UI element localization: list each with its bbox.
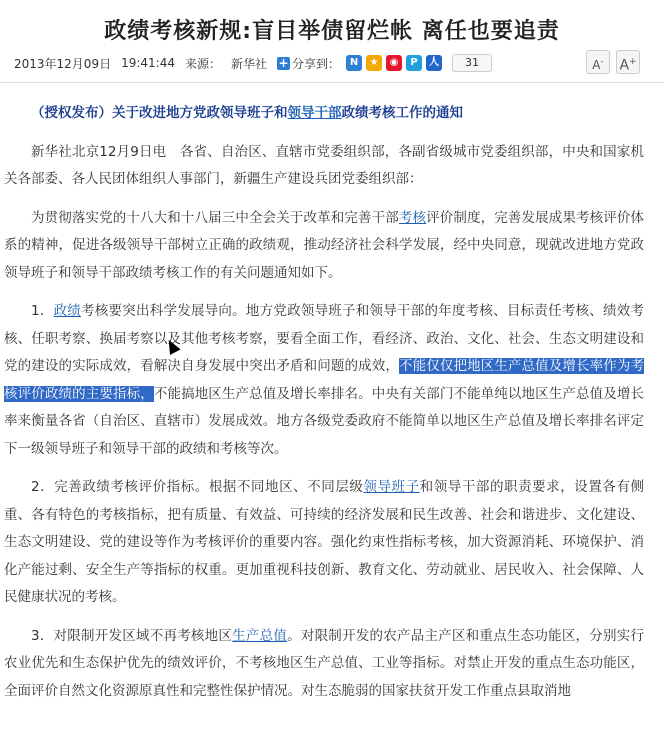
article-body xyxy=(4,100,644,705)
publish-date: 2013年12月09日 xyxy=(14,56,112,71)
publish-time: 19:41:44 xyxy=(121,56,175,70)
article-meta xyxy=(14,52,492,74)
share-plus-icon[interactable]: + xyxy=(278,55,289,70)
share-star-icon[interactable]: ★ xyxy=(366,55,382,71)
share-renren-icon[interactable]: 人 xyxy=(426,55,442,71)
header-divider xyxy=(0,82,664,83)
share-n-icon[interactable]: N xyxy=(346,55,362,71)
keyword-link[interactable]: 生产总值 xyxy=(232,627,288,644)
paragraph-1: 新华社北京12月9日电 各省、自治区、直辖市党委组织部，各副省级城市党委组织部，中央和国家机关各部委、各人民团体组织人事部门，新疆生产建设兵团党委组织部： xyxy=(4,143,644,187)
keyword-link[interactable]: 政绩 xyxy=(53,303,82,319)
share-icon-list xyxy=(346,55,446,71)
share-count[interactable]: 31 xyxy=(452,54,492,72)
source-label: 来源： xyxy=(185,56,222,71)
keyword-link[interactable]: 领导班子 xyxy=(363,479,420,495)
font-larger-button[interactable]: A+ xyxy=(616,50,640,74)
share-weibo-icon[interactable]: ◉ xyxy=(386,55,402,71)
source-name: 新华社 xyxy=(231,56,268,71)
article-title: 政绩考核新规:盲目举债留烂帐 离任也要追责 xyxy=(104,19,560,44)
share-label[interactable]: 分享到： xyxy=(292,56,341,71)
paragraph-2: 为贯彻落实党的十八大和十八届三中全会关于改革和完善干部考核评价制度，完善发展成果考核评价体系的精神，促进各级领导干部树立正确的政绩观，推动经济社会科学发展，经中央同意，现就改进地方党政领导班子和领导干部政绩考核工作的有关问题通知如下。 xyxy=(4,209,644,281)
selected-text: 不能仅仅把地区生产总值及增长率作为考核评价政绩的主要指标， xyxy=(4,358,645,402)
share-p-icon[interactable]: P xyxy=(406,55,422,71)
paragraph-5: 3．对限制开发区域不再考核地区生产总值。对限制开发的农产品主产区和重点生态功能区，分别实行农业优先和生态保护优先的绩效评价，不考核地区生产总值、工业等指标。对禁止开发的重点生态功能区，全面评价自然文化资源原真性和完整性保护情况。对生态脆弱的国家扶贫开发工作重点县取消地 xyxy=(4,627,645,699)
lead-paragraph: （授权发布）关于改进地方党政领导班子和领导干部政绩考核工作的通知 xyxy=(31,105,463,121)
keyword-link[interactable]: 领导干部 xyxy=(287,105,342,121)
font-smaller-button[interactable]: A- xyxy=(586,50,610,74)
keyword-link[interactable]: 考核 xyxy=(398,209,427,226)
paragraph-4: 2．完善政绩考核评价指标。根据不同地区、不同层级领导班子和领导干部的职责要求，设置各有侧重、各有特色的考核指标，把有质量、有效益、可持续的经济发展和民生改善、社会和谐进步、文化建设、生态文明建设、党的建设等作为考核评价的重要内容。强化约束性指标考核，加大资源消耗、环境保护、消化产能过剩、安全生产等指标的权重。更加重视科技创新、教育文化、劳动就业、居民收入、社会保障、人民健康状况的考核。 xyxy=(4,479,645,605)
paragraph-3: 1．政绩考核要突出科学发展导向。地方党政领导班子和领导干部的年度考核、目标责任考核、绩效考核、任职考察、换届考察以及其他考核考察，要看全面工作，看经济、政治、文化、社会、生态文明建设和党的建设的实际成效，看解决自身发展中突出矛盾和问题的成效，不能仅仅把地区生产总值及增长率作为考核评价政绩的主要指标，不能搞地区生产总值及增长率排名。中央有关部门不能单纯以地区生产总值及增长率来衡量各省（自治区、直辖市）发展成效。地方各级党委政府不能简单以地区生产总值及增长率排名评定下一级领导班子和领导干部的政绩和考核等次。 xyxy=(4,303,645,457)
